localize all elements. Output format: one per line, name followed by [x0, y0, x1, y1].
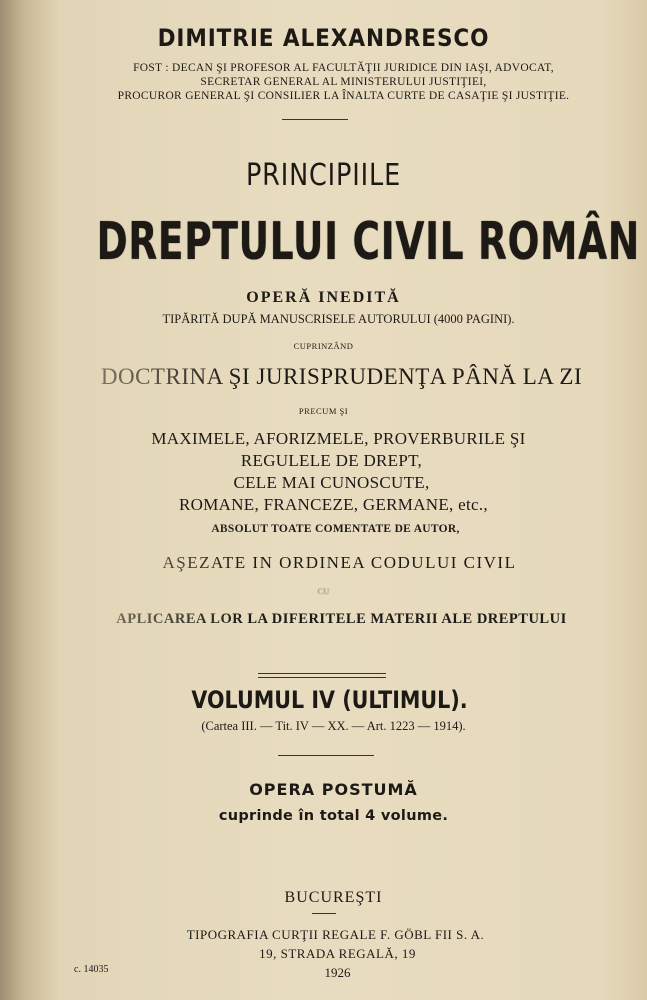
- printer: TIPOGRAFIA CURŢII REGALE F. GÖBL FII S. A.: [186, 927, 485, 942]
- doctrina-line: DOCTRINA ŞI JURISPRUDENŢA PÂNĂ LA ZI: [18, 364, 647, 390]
- printer-address: 19, STRADA REGALĂ, 19: [259, 946, 416, 961]
- total-volumes-note: cuprinde în total 4 volume.: [218, 808, 449, 824]
- author-name: DIMITRIE ALEXANDRESCO: [157, 24, 490, 52]
- author-credentials-line-1: FOST : DECAN ŞI PROFESOR AL FACULTĂŢII JURIDICE DIN IAŞI, ADVOCAT,: [133, 62, 554, 74]
- printed-note: TIPĂRITĂ DUPĂ MANUSCRISELE AUTORULUI (4000 PAGINI).: [162, 312, 515, 326]
- divider-rule-middle-2: [258, 677, 386, 678]
- absolut-line: ABSOLUT TOATE COMENTATE DE AUTOR,: [12, 523, 647, 535]
- catalog-number: c. 14035: [74, 964, 109, 975]
- volume-contents: (Cartea III. — Tit. IV — XX. — Art. 1223 — 1914).: [201, 719, 466, 733]
- divider-rule-volume: [278, 755, 374, 756]
- author-credentials-line-3: PROCUROR GENERAL ŞI CONSILIER LA ÎNALTA CURTE DE CASAŢIE ŞI JUSTIŢIE.: [117, 90, 570, 102]
- maxime-line-2: REGULELE DE DREPT,: [240, 451, 423, 470]
- author-credentials-line-2: SECRETAR GENERAL AL MINISTERULUI JUSTIŢIEI,: [200, 76, 487, 88]
- opera-inedita: OPERĂ INEDITĂ: [246, 289, 401, 306]
- cu-label: CU: [317, 586, 330, 596]
- city: BUCUREŞTI: [284, 889, 383, 906]
- asezate-line: AŞEZATE IN ORDINEA CODULUI CIVIL: [16, 553, 647, 573]
- divider-rule-middle-1: [258, 673, 386, 674]
- maxime-line-3: CELE MAI CUNOSCUTE,: [233, 473, 430, 492]
- opera-postuma: OPERA POSTUMĂ: [249, 780, 418, 799]
- aplicarea-line: APLICAREA LOR LA DIFERITELE MATERII ALE DREPTULUI: [18, 611, 647, 628]
- title-line-2: DREPTULUI CIVIL ROMÂN: [96, 212, 640, 272]
- precum-label: PRECUM ŞI: [298, 406, 349, 416]
- volume-title: VOLUMUL IV (ULTIMUL).: [191, 686, 468, 714]
- maxime-line-1: MAXIMELE, AFORIZMELE, PROVERBURILE ŞI: [151, 429, 526, 448]
- maxime-line-4: ROMANE, FRANCEZE, GERMANE, etc.,: [179, 495, 488, 514]
- divider-rule-city: [312, 913, 336, 914]
- cuprinzand-label: CUPRINZÂND: [293, 341, 354, 351]
- divider-rule-top: [282, 119, 348, 120]
- publication-year: 1926: [324, 965, 351, 980]
- title-line-1: PRINCIPIILE: [245, 158, 402, 193]
